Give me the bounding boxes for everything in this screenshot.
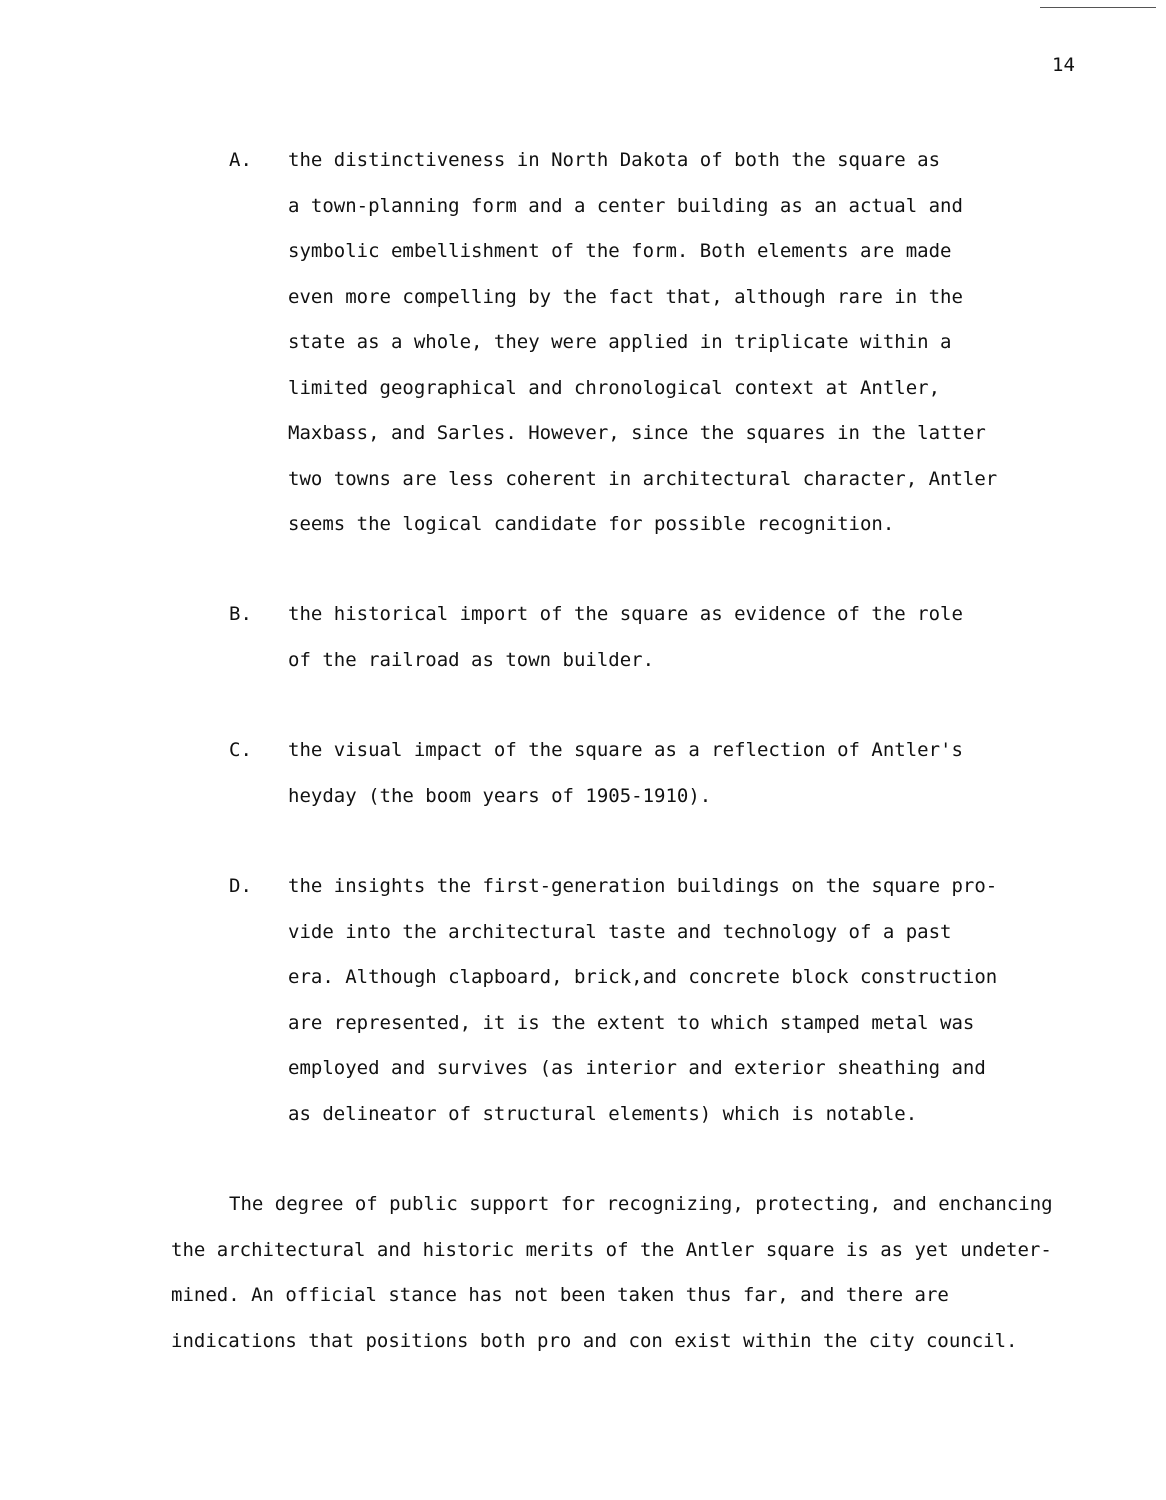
text-line: even more compelling by the fact that, although rare in the [288,285,963,308]
text-line: seems the logical candidate for possible recognition. [288,513,895,535]
text-line: indications that positions both pro and con exist within the city council. [171,1329,1018,1352]
text-line: era. Although clapboard, brick,and concrete block construction [288,966,998,988]
item-letter: D. [229,875,252,897]
text-line: are represented, it is the extent to which stamped metal was [288,1011,975,1034]
text-line: employed and survives (as interior and exterior sheathing and [288,1057,986,1079]
text-line: symbolic embellishment of the form. Both elements are made [288,240,952,262]
text-line: of the railroad as town builder. [288,648,655,671]
text-line: a town-planning form and a center building as an actual and [288,194,963,217]
text-line: limited geographical and chronological context at Antler, [288,376,941,399]
text-line: vide into the architectural taste and technology of a past [288,920,952,943]
text-line: The degree of public support for recognizing, protecting, and enchancing [229,1193,1053,1215]
item-letter: A. [229,149,252,171]
page-number: 14 [1052,54,1075,76]
text-line: Maxbass, and Sarles. However, since the squares in the latter [288,422,986,444]
text-line: the historical import of the square as evidence of the role [288,603,963,625]
item-letter: B. [229,603,252,625]
text-line: the distinctiveness in North Dakota of both the square as [288,149,941,171]
text-line: two towns are less coherent in architectural character, Antler [288,467,998,490]
text-line: the visual impact of the square as a reflection of Antler's [288,739,963,761]
closing-paragraph [171,1182,1071,1364]
item-text [288,864,1028,1137]
item-text [288,592,1028,683]
text-line: as delineator of structural elements) which is notable. [288,1102,918,1125]
top-rule [1040,7,1156,8]
item-text [288,728,1028,819]
text-line: mined. An official stance has not been taken thus far, and there are [171,1284,949,1306]
text-line: state as a whole, they were applied in triplicate within a [288,331,952,353]
text-line: the insights the first-generation buildings on the square pro- [288,875,998,897]
text-line: the architectural and historic merits of the Antler square is as yet undeter- [171,1238,1052,1261]
item-text [288,138,1028,548]
text-line: heyday (the boom years of 1905-1910). [288,784,712,807]
item-letter: C. [229,739,252,761]
